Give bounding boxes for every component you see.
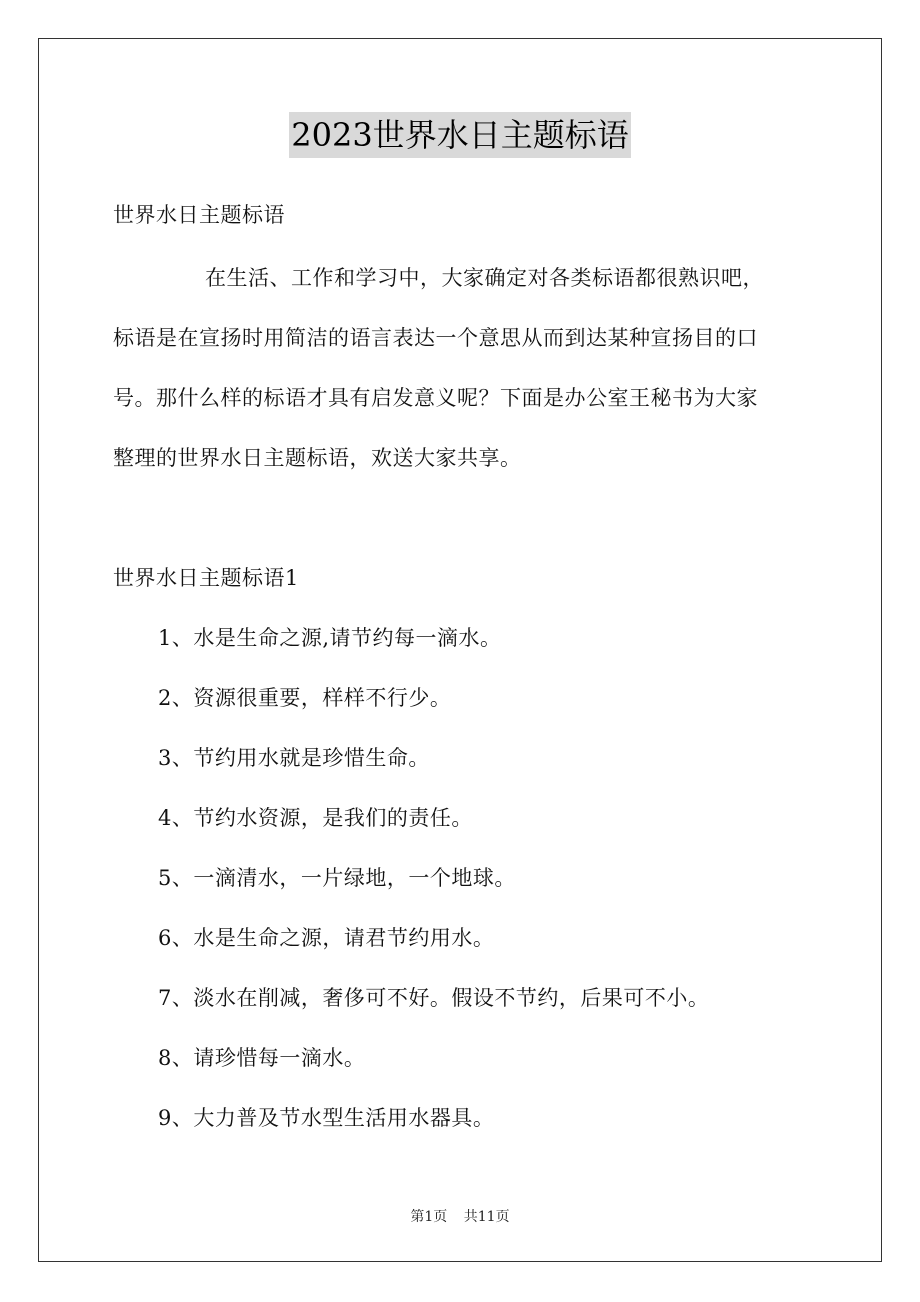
- list-item: 8、请珍惜每一滴水。: [158, 1046, 366, 1070]
- list-item: 3、节约用水就是珍惜生命。: [158, 746, 430, 770]
- list-item: 9、大力普及节水型生活用水器具。: [158, 1106, 495, 1130]
- section-title: 世界水日主题标语1: [113, 566, 299, 590]
- intro-line-2: 标语是在宣扬时用简洁的语言表达一个意思从而到达某种宣扬目的口: [113, 326, 758, 350]
- intro-line-1: 在生活、工作和学习中，大家确定对各类标语都很熟识吧，: [205, 266, 764, 290]
- list-item: 2、资源很重要，样样不行少。: [158, 686, 452, 710]
- list-item: 5、一滴清水，一片绿地，一个地球。: [158, 866, 516, 890]
- list-item: 7、淡水在削减，奢侈可不好。假设不节约，后果可不小。: [158, 986, 710, 1010]
- document-subtitle: 世界水日主题标语: [113, 203, 285, 227]
- title-container: [0, 112, 920, 158]
- list-item: 4、节约水资源，是我们的责任。: [158, 806, 473, 830]
- intro-line-3: 号。那什么样的标语才具有启发意义呢？下面是办公室王秘书为大家: [113, 386, 758, 410]
- page-number-current: 第1页: [410, 1209, 448, 1225]
- list-item: 1、水是生命之源,请节约每一滴水。: [158, 626, 502, 650]
- page-number-total: 共11页: [463, 1209, 510, 1225]
- list-item: 6、水是生命之源，请君节约用水。: [158, 926, 495, 950]
- document-title: 2023世界水日主题标语: [289, 112, 630, 158]
- intro-line-4: 整理的世界水日主题标语，欢送大家共享。: [113, 446, 522, 470]
- page-footer: [0, 1206, 920, 1226]
